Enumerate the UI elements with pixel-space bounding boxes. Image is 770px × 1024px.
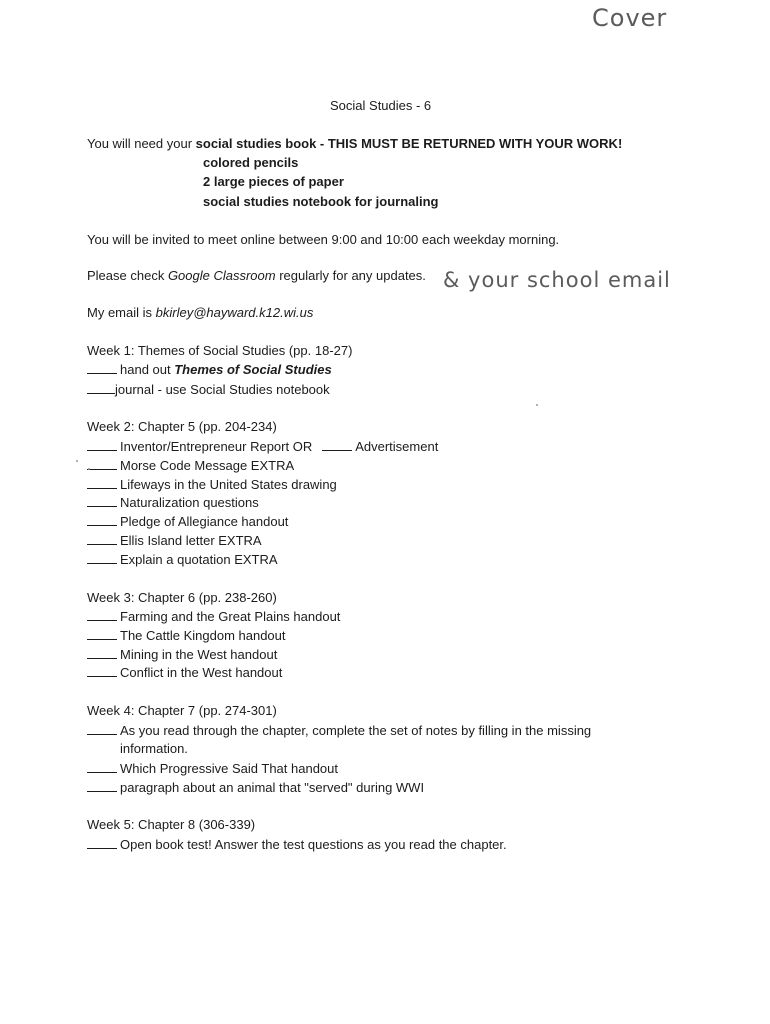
week4-item3-text: paragraph about an animal that "served" during WWI: [120, 780, 425, 795]
checkbox-blank: [87, 439, 117, 451]
week4-item-notes-continued: information.: [120, 741, 188, 756]
week2-item-pledge: [87, 514, 288, 530]
week3-item-text: Mining in the West handout: [120, 647, 278, 662]
week5-item-test: [87, 837, 507, 853]
scan-speck: [76, 460, 78, 462]
checkbox-blank: [87, 495, 117, 507]
checkbox-blank: [87, 362, 117, 374]
week1-heading: Week 1: Themes of Social Studies (pp. 18-27): [87, 343, 353, 358]
week2-item-morse: [87, 458, 294, 474]
week5-item1-text: Open book test! Answer the test questions as you read the chapter.: [120, 837, 507, 852]
week2-item-ellis: [87, 533, 262, 549]
week2-item-text: Pledge of Allegiance handout: [120, 514, 289, 529]
week4-item-paragraph: [87, 780, 424, 796]
checkbox-blank: [87, 533, 117, 545]
week4-item-progressive: [87, 761, 338, 777]
checkbox-blank: [87, 761, 117, 773]
classroom-text: [87, 268, 426, 284]
email-line: [87, 305, 313, 321]
week2-item-text: Ellis Island letter EXTRA: [120, 533, 262, 548]
checkbox-blank: [322, 439, 352, 451]
week4-heading: Week 4: Chapter 7 (pp. 274-301): [87, 703, 277, 718]
week2-heading: Week 2: Chapter 5 (pp. 204-234): [87, 419, 277, 434]
needs-book: social studies book - THIS MUST BE RETURNED WITH YOUR WORK!: [195, 136, 623, 151]
checkbox-blank: [87, 552, 117, 564]
week3-item-conflict: [87, 665, 282, 681]
needs-item-paper: 2 large pieces of paper: [203, 174, 344, 189]
checkbox-blank: [87, 780, 117, 792]
checkbox-blank: [87, 382, 115, 394]
week3-item-text: The Cattle Kingdom handout: [120, 628, 286, 643]
invite-text: You will be invited to meet online between 9:00 and 10:00 each weekday morning.: [87, 232, 560, 247]
week4-item2-text: Which Progressive Said That handout: [120, 761, 338, 776]
week2-item-quotation: [87, 552, 278, 568]
week3-item-mining: [87, 647, 277, 663]
week2-item-text: Lifeways in the United States drawing: [120, 477, 337, 492]
checkbox-blank: [87, 609, 117, 621]
week1-item2-text: journal - use Social Studies notebook: [115, 382, 330, 397]
needs-intro: You will need your: [87, 136, 196, 151]
checkbox-blank: [87, 837, 117, 849]
week2-item-text: Explain a quotation EXTRA: [120, 552, 278, 567]
needs-item-colored-pencils: colored pencils: [203, 155, 299, 170]
checkbox-blank: [87, 723, 117, 735]
needs-item-notebook: social studies notebook for journaling: [203, 194, 439, 209]
handwritten-cover-note: Cover: [592, 4, 668, 32]
week1-item1-prefix: hand out: [120, 362, 175, 377]
week1-item-handout: [87, 362, 332, 378]
checkbox-blank: [87, 665, 117, 677]
week4-item1-text: As you read through the chapter, complete the set of notes by filling in the missing: [120, 723, 592, 738]
week2-item-text: Naturalization questions: [120, 495, 259, 510]
week2-item-naturalization: [87, 495, 259, 511]
week2-item-inventor: [87, 439, 438, 455]
week2-item-lifeways: [87, 477, 337, 493]
week3-heading: Week 3: Chapter 6 (pp. 238-260): [87, 590, 277, 605]
scan-speck: [88, 468, 90, 470]
handwritten-email-note: & your school email: [443, 268, 671, 292]
week3-item-text: Farming and the Great Plains handout: [120, 609, 341, 624]
week1-item-journal: [87, 382, 330, 398]
week2-item-text: Morse Code Message EXTRA: [120, 458, 295, 473]
week5-heading: Week 5: Chapter 8 (306-339): [87, 817, 256, 832]
week2-item1a: Inventor/Entrepreneur Report OR: [120, 439, 313, 454]
email-label: My email is: [87, 305, 156, 320]
week4-item-notes: [87, 723, 591, 739]
checkbox-blank: [87, 477, 117, 489]
classroom-name: Google Classroom: [167, 268, 276, 283]
week1-item1-title: Themes of Social Studies: [174, 362, 332, 377]
needs-line: [87, 136, 622, 152]
checkbox-blank: [87, 514, 117, 526]
checkbox-blank: [87, 647, 117, 659]
week2-item1b: Advertisement: [355, 439, 439, 454]
email-address: bkirley@hayward.k12.wi.us: [155, 305, 314, 320]
scan-speck: [536, 404, 538, 406]
classroom-after: regularly for any updates.: [275, 268, 426, 283]
week3-item-farming: [87, 609, 340, 625]
week3-item-cattle: [87, 628, 286, 644]
checkbox-blank: [87, 628, 117, 640]
checkbox-blank: [87, 458, 117, 470]
page-title: Social Studies - 6: [330, 98, 432, 113]
week3-item-text: Conflict in the West handout: [120, 665, 283, 680]
classroom-before: Please check: [87, 268, 168, 283]
